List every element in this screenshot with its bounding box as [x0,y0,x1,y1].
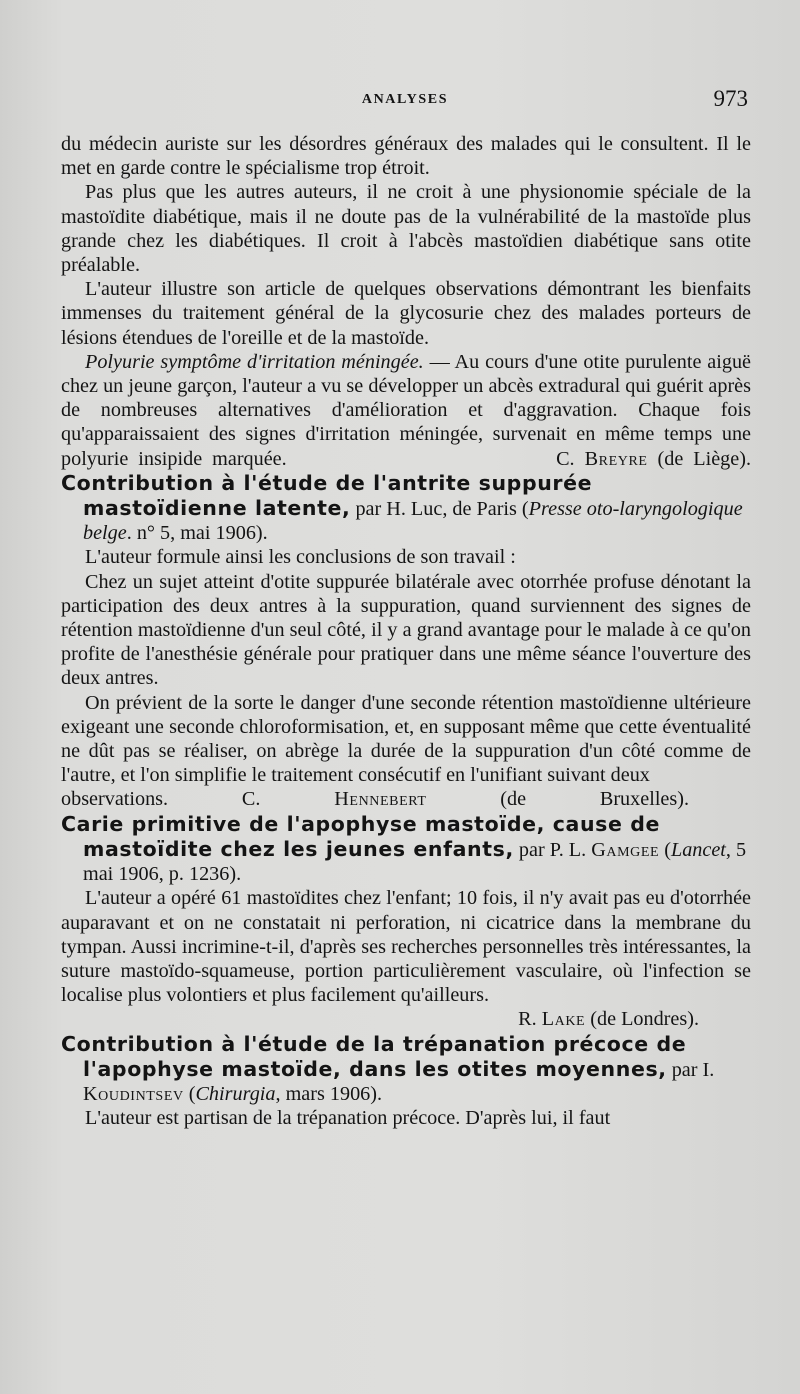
signature-place: (de Bruxelles). [426,788,690,811]
signature [242,788,689,810]
signature-place: (de Liège). [647,447,752,470]
journal-reference: . n° 5, mai 1906). [126,522,268,545]
article1-paragraph-1: L'auteur formule ainsi les conclusions de son travail : [85,546,516,569]
paren-open: ( [183,1082,196,1105]
paren-open: ( [659,838,671,861]
journal-name: Chirurgia [195,1082,276,1105]
subsection-title: Polyurie symptôme d'irritation méningée. [85,350,424,373]
article-title-text: Carie primitive de l'apophyse mastoïde, cause de mastoïdite chez les jeunes enfants, [61,811,660,861]
intro-paragraph-2: Pas plus que les autres auteurs, il ne croit à une physionomie spéciale de la mastoïdite diabétique, mais il ne doute pas de la vulnérabilité de la mastoïde plus grande chez les diabétiques. Il croit à l'abcès mastoïdien diabétique sans otite préalable. [61,181,751,277]
article1-paragraph-3: On prévient de la sorte le danger d'une seconde rétention mastoïdienne ultérieure exigeant une seconde chloroformisation, et, en supposant même que cette éventualité ne dût pas se réaliser, on abrège la durée de la suppuration d'un côté comme de l'autre, et l'on simplifie le traitement consécutif en l'unifiant suivant deux [61,691,751,787]
article-title-text: Contribution à l'étude de la trépanation précoce de l'apophyse mastoïde, dans les otites moyennes, [61,1031,687,1081]
article-byline: par I. [666,1058,715,1081]
intro-paragraph-1: du médecin auriste sur les désordres généraux des malades qui le consultent. Il le met en garde contre le spécialisme trop étroit. [61,133,751,180]
journal-name: Presse oto-laryngologique belge [83,498,743,545]
page-header [60,86,750,116]
article-title-3 [61,1032,751,1107]
paragraph-text: observations. [61,788,169,811]
journal-reference: , 5 mai 1906, p. 1236). [83,838,747,886]
signature-initial: R. [518,1008,542,1031]
article3-paragraph-1: L'auteur est partisan de la trépanation précoce. D'après lui, il faut [85,1107,611,1130]
signature-name: Breyre [584,447,648,470]
signature-initial: C. [241,788,335,811]
article-title-text: Contribution à l'étude de l'antrite suppurée mastoïdienne latente, [61,470,593,521]
article-byline: par H. Luc, de Paris ( [350,498,529,521]
article1-last-line [61,787,751,811]
signature-name: Hennebert [334,788,427,811]
article2-paragraph-1: L'auteur a opéré 61 mastoïdites chez l'enfant; 10 fois, il n'y avait pas eu d'otorrhée auparavant et on ne constatait ni perforation, ni cicatrice dans la membrane du tympan. Aussi incrimine-t-il, d'après ses recherches personnelles très intéressantes, la suture mastoïdo-squameuse, portion particulièrement vasculaire, où l'infection se localise plus volontiers et plus facilement qu'ailleurs. [61,887,751,1007]
article-author: Koudintsev [83,1082,184,1105]
page-number: 973 [713,86,748,111]
signature-place: (de Londres). [585,1008,699,1031]
article1-paragraph-2: Chez un sujet atteint d'otite suppurée bilatérale avec otorrhée profuse dénotant la participation des deux antres à la suppuration, quand surviennent des signes de rétention mastoïdienne d'un seul côté, il y a grand avantage pour le malade à ce qu'on profite de l'anesthésie générale pour pratiquer dans une même séance l'ouverture des deux antres. [61,570,751,690]
signature [556,448,751,470]
paragraph-text: — Au cours d'une otite purulente aiguë chez un jeune garçon, l'auteur a vu se développer un abcès extradural qui guérit après de nombreuses alternatives d'amélioration et d'aggravation. Chaque fois qu'apparaissaient des signes d'irritation méningée, survenait en même temps une polyurie insipide marquée. [61,350,752,470]
intro-paragraph-3: L'auteur illustre son article de quelques observations démontrant les bienfaits immenses du traitement général de la glycosurie chez des malades porteurs de lésions étendues de l'oreille et de la mastoïde. [61,278,751,349]
journal-name: Lancet [670,838,726,861]
running-head: ANALYSES [361,92,449,107]
signature-initial: C. [556,447,585,470]
article-title-1 [61,471,751,546]
article-byline: par P. L. [513,838,592,861]
article-author: Gamgee [591,838,660,861]
page-body [61,132,751,1130]
signature-name: Lake [541,1008,586,1031]
journal-reference: , mars 1906). [275,1082,383,1105]
article-title-2 [61,812,751,887]
intro-paragraph-4 [61,350,751,471]
article2-signature [61,1007,751,1031]
